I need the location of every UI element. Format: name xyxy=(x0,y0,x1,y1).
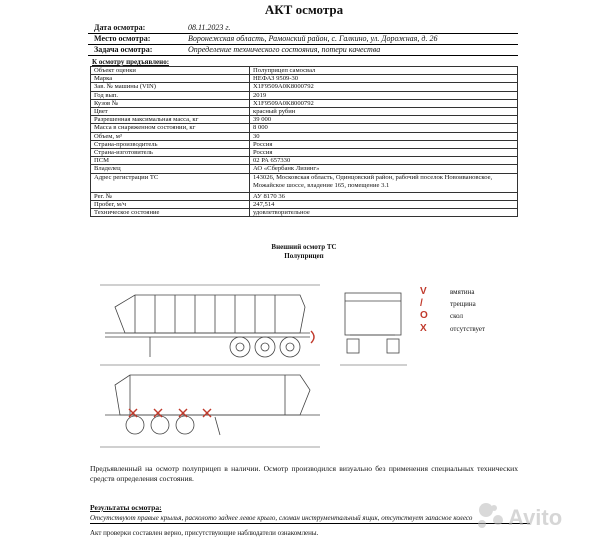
table-cell-label: Объект оценки xyxy=(91,67,250,75)
header-label: Дата осмотра: xyxy=(94,23,146,32)
table-cell-value: НЕФАЗ 9509-30 xyxy=(250,75,518,83)
trailer-diagram xyxy=(95,265,415,465)
trailer-top-view xyxy=(100,375,320,447)
table-cell-label: Техническое состояние xyxy=(91,209,250,217)
table-cell-value: красный рубин xyxy=(250,108,518,116)
table-row xyxy=(91,157,518,165)
table-cell-value: АУ 8170 36 xyxy=(250,192,518,200)
legend-item-missing xyxy=(420,323,486,334)
table-row xyxy=(91,209,518,217)
visual-inspection-title xyxy=(0,243,608,261)
visual-title: Внешний осмотр ТС xyxy=(271,243,337,251)
header-value: Определение технического состояния, потери качества xyxy=(188,45,381,54)
table-cell-label: Объем, м³ xyxy=(91,132,250,140)
table-row xyxy=(91,99,518,107)
crack-symbol-icon: / xyxy=(420,298,423,309)
legend-item-dent xyxy=(420,286,475,297)
legend-item-chip xyxy=(420,310,464,321)
table-row xyxy=(91,140,518,148)
object-table xyxy=(90,66,518,217)
table-cell-value: Полуприцеп самосвал xyxy=(250,67,518,75)
table-cell-label: Марка xyxy=(91,75,250,83)
table-cell-label: Масса в снаряженном состоянии, кг xyxy=(91,124,250,132)
table-cell-label: Цвет xyxy=(91,108,250,116)
table-row xyxy=(91,132,518,140)
table-cell-label: Владелец xyxy=(91,165,250,173)
table-row xyxy=(91,116,518,124)
table-row xyxy=(91,124,518,132)
table-cell-value: АО «Сбербанк Лизинг» xyxy=(250,165,518,173)
table-cell-value: X1F9509A0K8000792 xyxy=(250,99,518,107)
table-cell-value: удовлетворительное xyxy=(250,209,518,217)
table-cell-value: 247,514 xyxy=(250,200,518,208)
table-row xyxy=(91,149,518,157)
table-cell-value: 2019 xyxy=(250,91,518,99)
table-row xyxy=(91,200,518,208)
results-text: Отсутствуют правые крылья, расколото заднее левое крыло, сломан инструментальный ящик, отсутствует запасное колесо xyxy=(90,514,530,524)
legend-item-crack xyxy=(420,298,476,309)
legend-label: скол xyxy=(450,312,464,320)
header-value: 08.11.2023 г. xyxy=(188,23,231,32)
table-cell-value: X1F9509A0K8000792 xyxy=(250,83,518,91)
trailer-rear-view xyxy=(340,293,407,365)
results-title: Результаты осмотра: xyxy=(90,503,162,512)
table-row xyxy=(91,165,518,173)
table-cell-label: Зав. № машины (VIN) xyxy=(91,83,250,91)
page-title: АКТ осмотра xyxy=(264,2,344,17)
table-cell-value: 02 РА 657330 xyxy=(250,157,518,165)
table-cell-value: 143026, Московская область, Одинцовский район, рабочий поселок Новоивановское, Можайское шоссе, владение 165, помещение 3.1 xyxy=(250,173,518,192)
header-row-task xyxy=(88,44,518,56)
visual-subtitle: Полуприцеп xyxy=(284,252,324,260)
table-row xyxy=(91,108,518,116)
header-label: Задача осмотра: xyxy=(94,45,153,54)
table-row xyxy=(91,75,518,83)
table-cell-label: Разрешенная максимальная масса, кг xyxy=(91,116,250,124)
table-cell-label: ПСМ xyxy=(91,157,250,165)
legend-label: отсутствует xyxy=(450,325,486,333)
table-cell-label: Страна-производитель xyxy=(91,140,250,148)
table-row xyxy=(91,192,518,200)
dent-symbol-icon: V xyxy=(420,286,427,297)
table-cell-label: Кузов № xyxy=(91,99,250,107)
table-cell-label: Страна-изготовитель xyxy=(91,149,250,157)
table-row xyxy=(91,173,518,192)
table-cell-value: 30 xyxy=(250,132,518,140)
table-cell-value: Россия xyxy=(250,149,518,157)
table-row xyxy=(91,91,518,99)
header-label: Место осмотра: xyxy=(94,34,151,43)
damage-mark-scratch xyxy=(311,331,314,343)
header-value: Воронежская область, Рамонский район, с. Галкино, ул. Дорожная, д. 26 xyxy=(188,34,438,43)
table-row xyxy=(91,67,518,75)
table-cell-label: Адрес регистрации ТС xyxy=(91,173,250,192)
section-title: К осмотру предъявлено: xyxy=(92,58,170,66)
inspection-paragraph: Предъявленный на осмотр полуприцеп в наличии. Осмотр производился визуально без применения специальных технических средств определения состояния. xyxy=(90,464,518,483)
footer-note: Акт проверки составлен верно, присутствующие наблюдатели ознакомлены. xyxy=(90,529,319,537)
avito-watermark xyxy=(472,500,604,534)
trailer-side-view xyxy=(100,285,320,365)
table-cell-value: 8 000 xyxy=(250,124,518,132)
table-cell-label: Год вып. xyxy=(91,91,250,99)
table-row xyxy=(91,83,518,91)
damage-marks-missing xyxy=(129,409,211,417)
chip-symbol-icon: O xyxy=(420,310,428,321)
table-cell-label: Рег. № xyxy=(91,192,250,200)
table-cell-value: 39 000 xyxy=(250,116,518,124)
legend-label: вмятина xyxy=(450,288,475,296)
missing-symbol-icon: X xyxy=(420,323,427,334)
avito-logo-icon xyxy=(478,503,503,528)
table-cell-value: Россия xyxy=(250,140,518,148)
legend-label: трещина xyxy=(450,300,476,308)
table-cell-label: Пробег, м/ч xyxy=(91,200,250,208)
watermark-text: Avito xyxy=(508,505,563,530)
